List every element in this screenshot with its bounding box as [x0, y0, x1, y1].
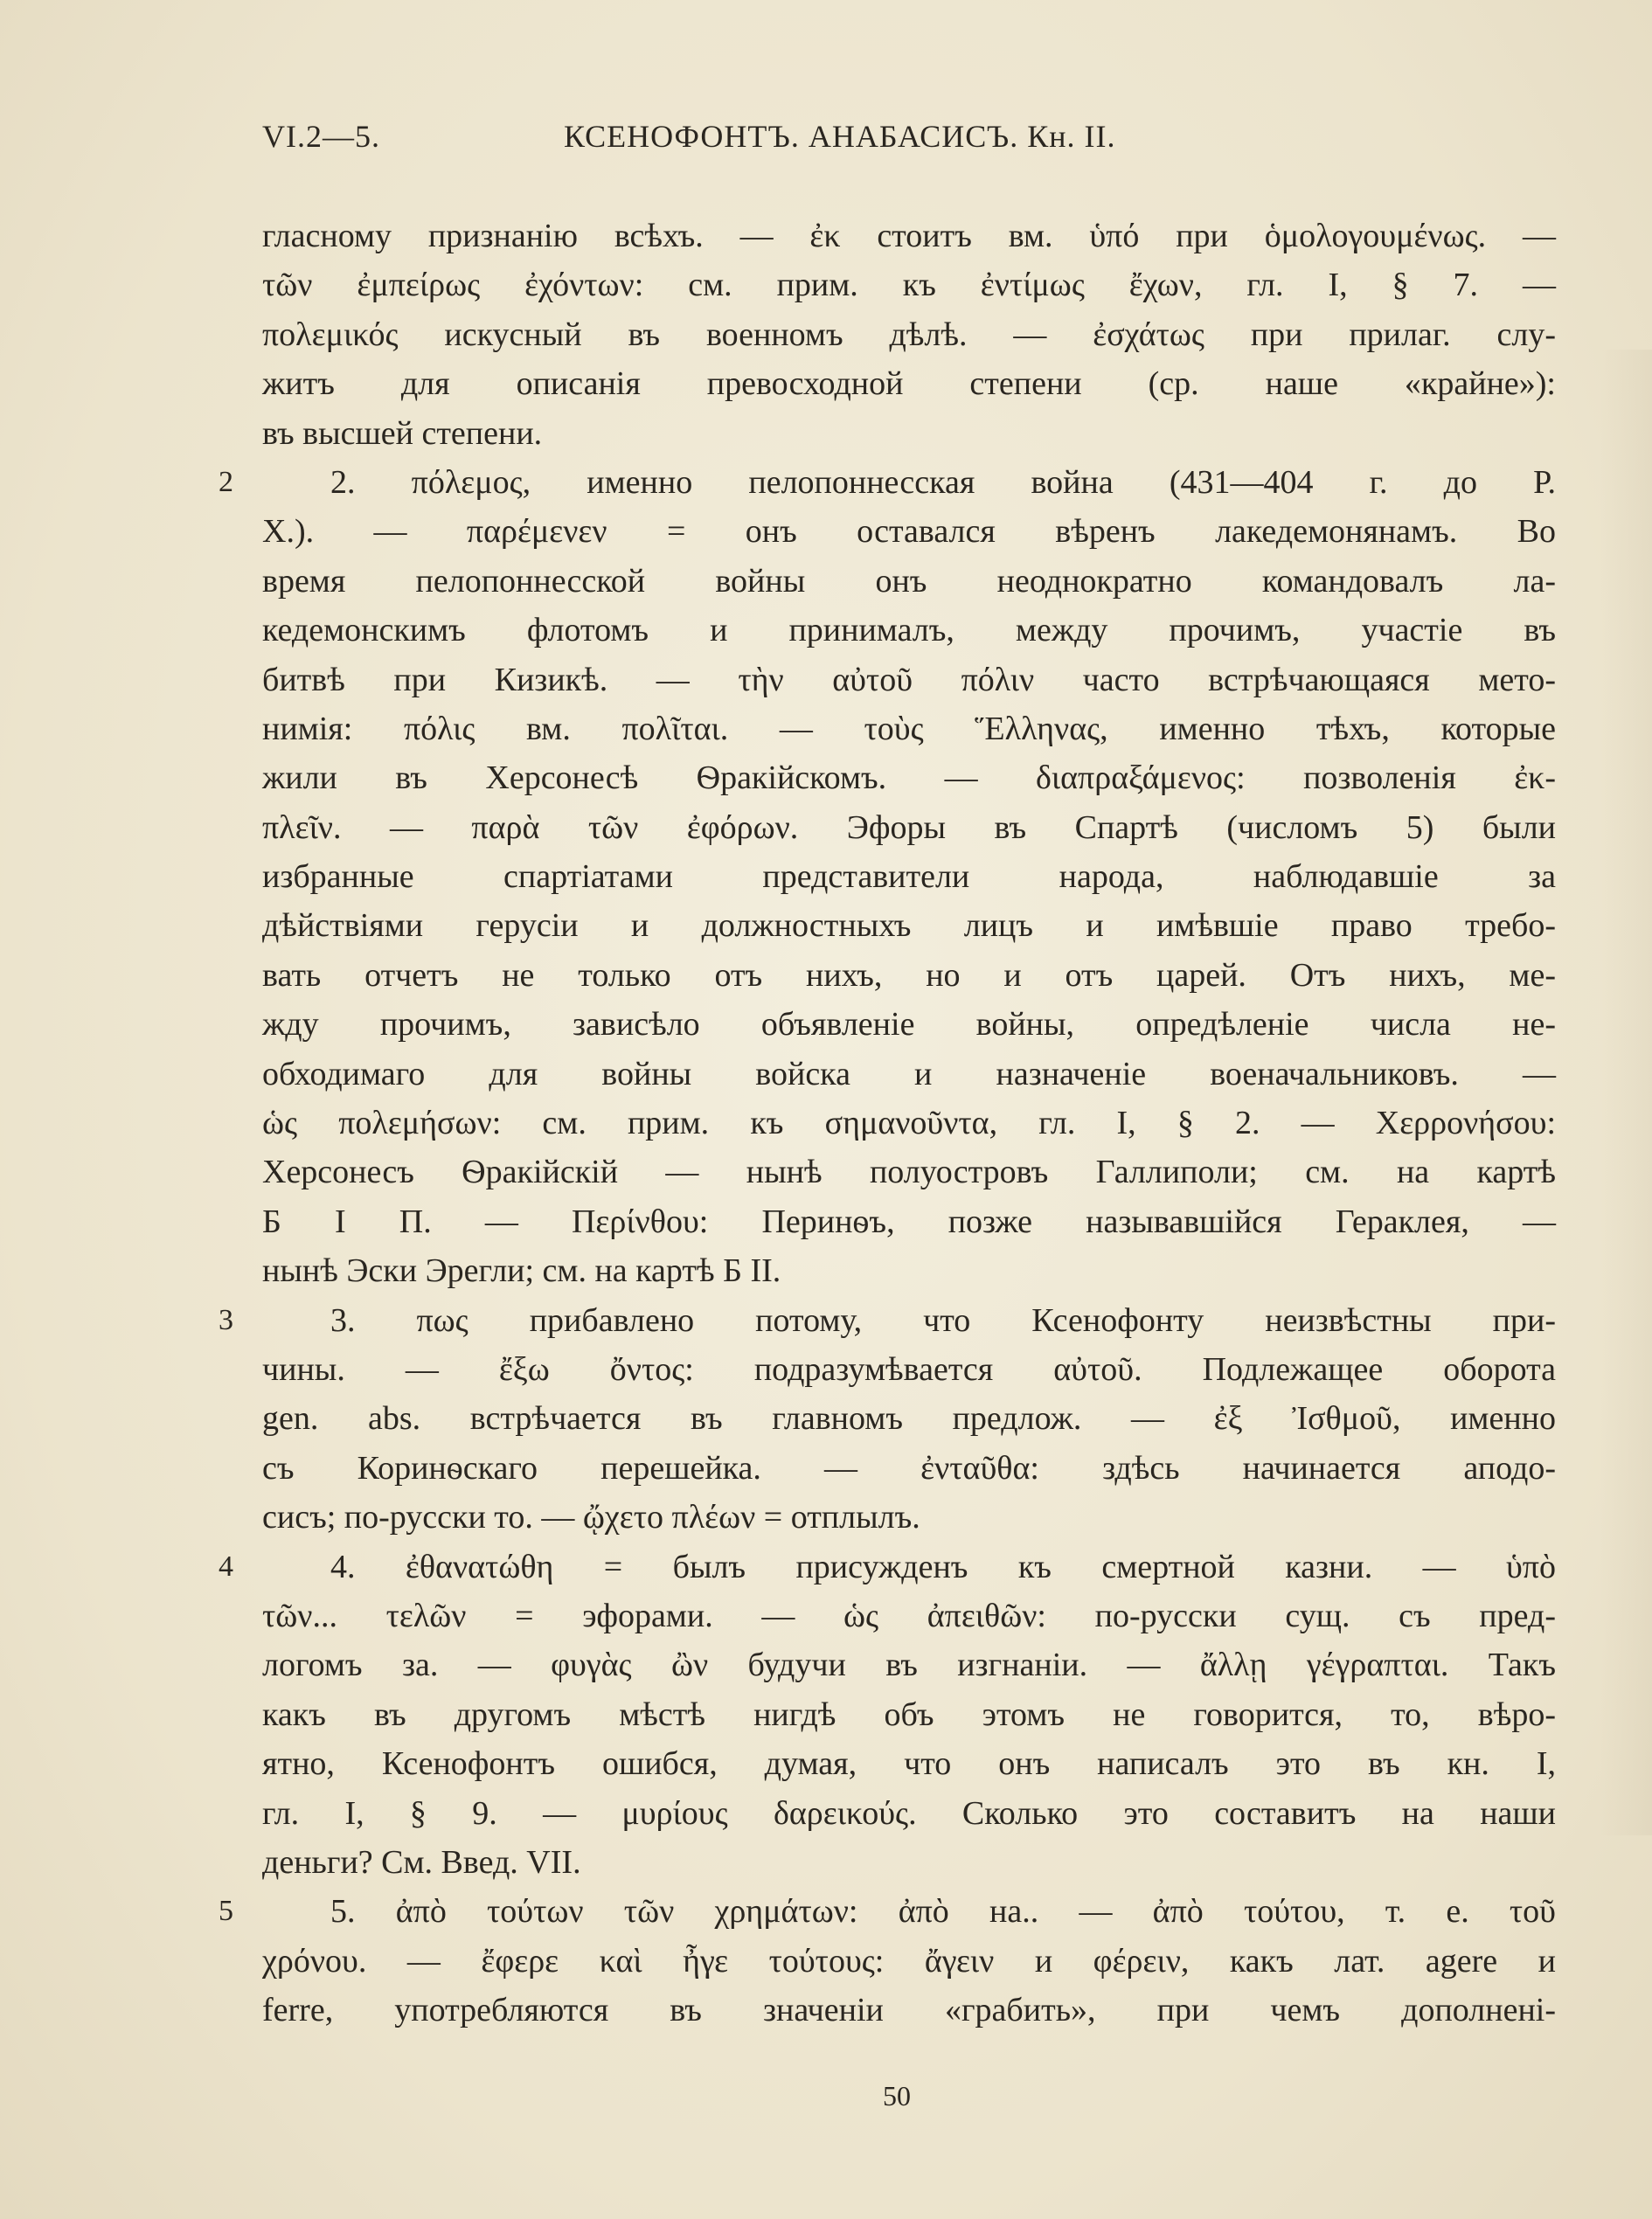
text-line	[219, 1543, 1556, 1591]
line-text: 4. ἐθανατώθη = былъ присужденъ къ смертной казни. — ὑπὸ	[330, 1548, 1556, 1585]
line-text: какъ въ другомъ мѣстѣ нигдѣ объ этомъ не говорится, то, вѣро-	[262, 1695, 1556, 1733]
text-line	[219, 1296, 1556, 1345]
line-text: съ Коринѳскаго перешейка. — ἐνταῦθα: здѣсь начинается аподо-	[262, 1449, 1556, 1487]
text-line	[262, 1444, 1556, 1493]
text-line	[219, 458, 1556, 507]
text-line	[262, 1986, 1556, 2035]
text-line	[262, 1345, 1556, 1394]
text-line	[262, 753, 1556, 802]
text-line	[262, 1246, 1556, 1295]
text-line	[262, 1838, 1556, 1887]
text-line	[262, 852, 1556, 901]
text-line	[262, 1394, 1556, 1443]
line-text: гласному признанію всѣхъ. — ἐκ стоитъ вм. ὑπό при ὁμολογουμένως. —	[262, 218, 1556, 254]
text-line	[262, 1690, 1556, 1739]
line-text: чины. — ἔξω ὄντος: подразумѣвается αὐτοῦ. Подлежащее оборота	[262, 1350, 1556, 1388]
text-line	[262, 1000, 1556, 1049]
text-line	[262, 211, 1556, 260]
line-text: дѣйствіями герусіи и должностныхъ лицъ и имѣвшіе право требо-	[262, 907, 1556, 945]
line-text: πλεῖν. — παρὰ τῶν ἐφόρων. Эфоры въ Спартѣ (числомъ 5) были	[262, 808, 1556, 846]
commentary-body	[219, 211, 1556, 2035]
line-text: τῶν... τελῶν = эфорами. — ὡς ἀπειθῶν: по-русски сущ. съ пред-	[262, 1597, 1556, 1634]
section-reference: VI.2—5.	[262, 119, 380, 154]
paragraph-number: 5	[219, 1895, 233, 1928]
paragraph-number: 4	[219, 1550, 233, 1583]
text-line	[262, 951, 1556, 1000]
line-text: гл. I, § 9. — μυρίους δαρεικούς. Сколько это составитъ на наши	[262, 1794, 1556, 1832]
text-line	[262, 310, 1556, 359]
paragraph-number: 3	[219, 1303, 233, 1336]
line-text: кедемонскимъ флотомъ и принималъ, между прочимъ, участіе въ	[262, 612, 1556, 649]
text-line	[219, 1887, 1556, 1936]
text-line	[262, 1148, 1556, 1196]
text-line	[262, 1739, 1556, 1788]
text-line	[262, 1640, 1556, 1689]
text-line	[262, 1591, 1556, 1640]
line-text: gen. abs. встрѣчается въ главномъ предлож. — ἐξ Ἰσθμοῦ, именно	[262, 1400, 1556, 1438]
running-title: КСЕНОФОНТЪ. АНАБАСИСЪ. Кн. II.	[564, 119, 1116, 154]
line-text: ὡς πολεμήσων: см. прим. къ σημανοῦντα, гл. I, § 2. — Χερρονήσου:	[262, 1105, 1556, 1142]
line-text: логомъ за. — φυγὰς ὢν будучи въ изгнаніи. — ἄλλῃ γέγραπται. Такъ	[262, 1647, 1556, 1684]
line-text: Х.). — παρέμενεν = онъ оставался вѣренъ лакедемонянамъ. Во	[262, 513, 1556, 551]
text-line	[262, 803, 1556, 852]
text-line	[262, 1099, 1556, 1148]
line-text: битвѣ при Кизикѣ. — τὴν αὐτοῦ πόλιν часто встрѣчающаяся мето-	[262, 661, 1556, 698]
line-text: Херсонесъ Ѳракійскій — нынѣ полуостровъ Галлиполи; см. на картѣ	[262, 1154, 1556, 1191]
line-text: 2. πόλεμος, именно пелопоннесская война (431—404 г. до Р.	[330, 463, 1556, 501]
text-line	[262, 260, 1556, 309]
line-text: обходимаго для войны войска и назначеніе военачальниковъ. —	[262, 1055, 1556, 1092]
text-line	[262, 1937, 1556, 1986]
line-text: въ высшей степени.	[262, 414, 543, 452]
line-text: нимія: πόλις вм. πολῖται. — τοὺς Ἕλληνας, именно тѣхъ, которые	[262, 710, 1556, 747]
text-line	[262, 1050, 1556, 1099]
line-text: вать отчетъ не только отъ нихъ, но и отъ царей. Отъ нихъ, ме-	[262, 956, 1556, 994]
line-text: сисъ; по-русски то. — ᾤχετο πλέων = отплылъ.	[262, 1499, 920, 1536]
running-header	[262, 109, 1320, 162]
line-text: τῶν ἐμπείρως ἐχόντων: см. прим. къ ἐντίμως ἔχων, гл. I, § 7. —	[262, 267, 1556, 304]
line-text: πολεμικός искусный въ военномъ дѣлѣ. — ἐσχάτως при прилаг. слу-	[262, 316, 1556, 353]
line-text: Б I П. — Περίνθου: Перинѳъ, позже называвшійся Гераклея, —	[262, 1203, 1556, 1240]
text-line	[262, 901, 1556, 950]
line-text: 5. ἀπὸ τούτων τῶν χρημάτων: ἀπὸ на.. — ἀπὸ τούτου, т. е. τοῦ	[330, 1893, 1556, 1931]
text-line	[262, 655, 1556, 704]
text-line	[262, 606, 1556, 655]
line-text: ятно, Ксенофонтъ ошибся, думая, что онъ написалъ это въ кн. I,	[262, 1745, 1556, 1783]
text-line	[262, 557, 1556, 606]
text-line	[262, 1493, 1556, 1542]
text-line	[262, 359, 1556, 408]
text-line	[262, 1789, 1556, 1838]
line-text: житъ для описанія превосходной степени (ср. наше «крайне»):	[262, 365, 1556, 403]
line-text: ferre, употребляются въ значеніи «грабить», при чемъ дополнені-	[262, 1992, 1556, 2029]
line-text: жили въ Херсонесѣ Ѳракійскомъ. — διαπραξάμενος: позволенія ἐκ-	[262, 759, 1556, 797]
page-number: 50	[883, 2080, 911, 2112]
paragraph-number: 2	[219, 465, 233, 498]
line-text: нынѣ Эски Эрегли; см. на картѣ Б II.	[262, 1252, 781, 1290]
line-text: χρόνου. — ἔφερε καὶ ἦγε τούτους: ἄγειν и φέρειν, какъ лат. agere и	[262, 1942, 1556, 1980]
line-text: жду прочимъ, зависѣло объявленіе войны, опредѣленіе числа не-	[262, 1006, 1556, 1044]
line-text: время пелопоннесской войны онъ неоднократно командовалъ ла-	[262, 562, 1556, 600]
line-text: избранные спартіатами представители народа, наблюдавшіе за	[262, 858, 1556, 896]
text-line	[262, 704, 1556, 753]
line-text: деньги? См. Введ. VII.	[262, 1843, 581, 1881]
text-line	[262, 409, 1556, 458]
paper-stain	[1600, 350, 1652, 1835]
line-text: 3. πως прибавлено потому, что Ксенофонту неизвѣстны при-	[330, 1301, 1556, 1339]
text-line	[262, 1197, 1556, 1246]
text-line	[262, 507, 1556, 556]
